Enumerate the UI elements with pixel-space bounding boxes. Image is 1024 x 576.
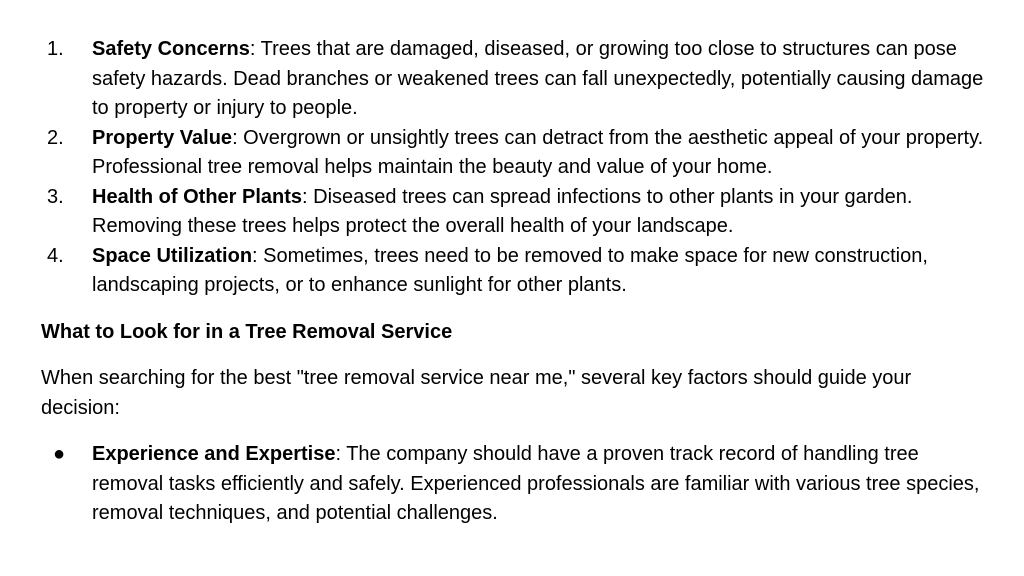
factors-list [0, 440, 1024, 529]
item-term: Experience and Expertise [92, 443, 336, 465]
item-text: : Trees that are damaged, diseased, or growing too close to structures can pose safety hazards. Dead branches or weakened trees can fall unexpectedly, potentially causing damage to property or injury to people. [92, 38, 984, 119]
item-text: : Diseased trees can spread infections to other plants in your garden. Removing these trees helps protect the overall health of your landscape. [92, 185, 913, 237]
list-number: 1. [47, 38, 64, 60]
item-text: : The company should have a proven track record of handling tree removal tasks efficiently and safely. Experienced professionals are familiar with various tree species, removal techniques, and potential challenges. [92, 443, 980, 524]
list-item [0, 35, 1024, 124]
item-term: Safety Concerns [92, 38, 250, 60]
list-number: 3. [47, 185, 64, 208]
item-text: : Sometimes, trees need to be removed to make space for new construction, landscaping projects, or to enhance sunlight for other plants. [92, 244, 928, 296]
list-number: 4. [47, 244, 64, 267]
item-term: Space Utilization [92, 244, 253, 267]
bullet-icon: ● [53, 443, 66, 465]
item-text: : Overgrown or unsightly trees can detract from the aesthetic appeal of your property. Professional tree removal helps maintain the beauty and value of your home. [92, 126, 984, 178]
item-term: Property Value [92, 126, 233, 149]
list-item [0, 242, 1024, 301]
list-item [0, 440, 1024, 529]
list-item [0, 124, 1024, 183]
reasons-list [0, 35, 1024, 301]
list-number: 2. [47, 126, 64, 149]
list-item [0, 183, 1024, 242]
item-term: Health of Other Plants [92, 185, 303, 208]
intro-paragraph: When searching for the best "tree removal service near me," several key factors should guide your decision: [41, 367, 912, 419]
section-heading: What to Look for in a Tree Removal Service [41, 320, 453, 343]
document-body [0, 35, 1024, 529]
